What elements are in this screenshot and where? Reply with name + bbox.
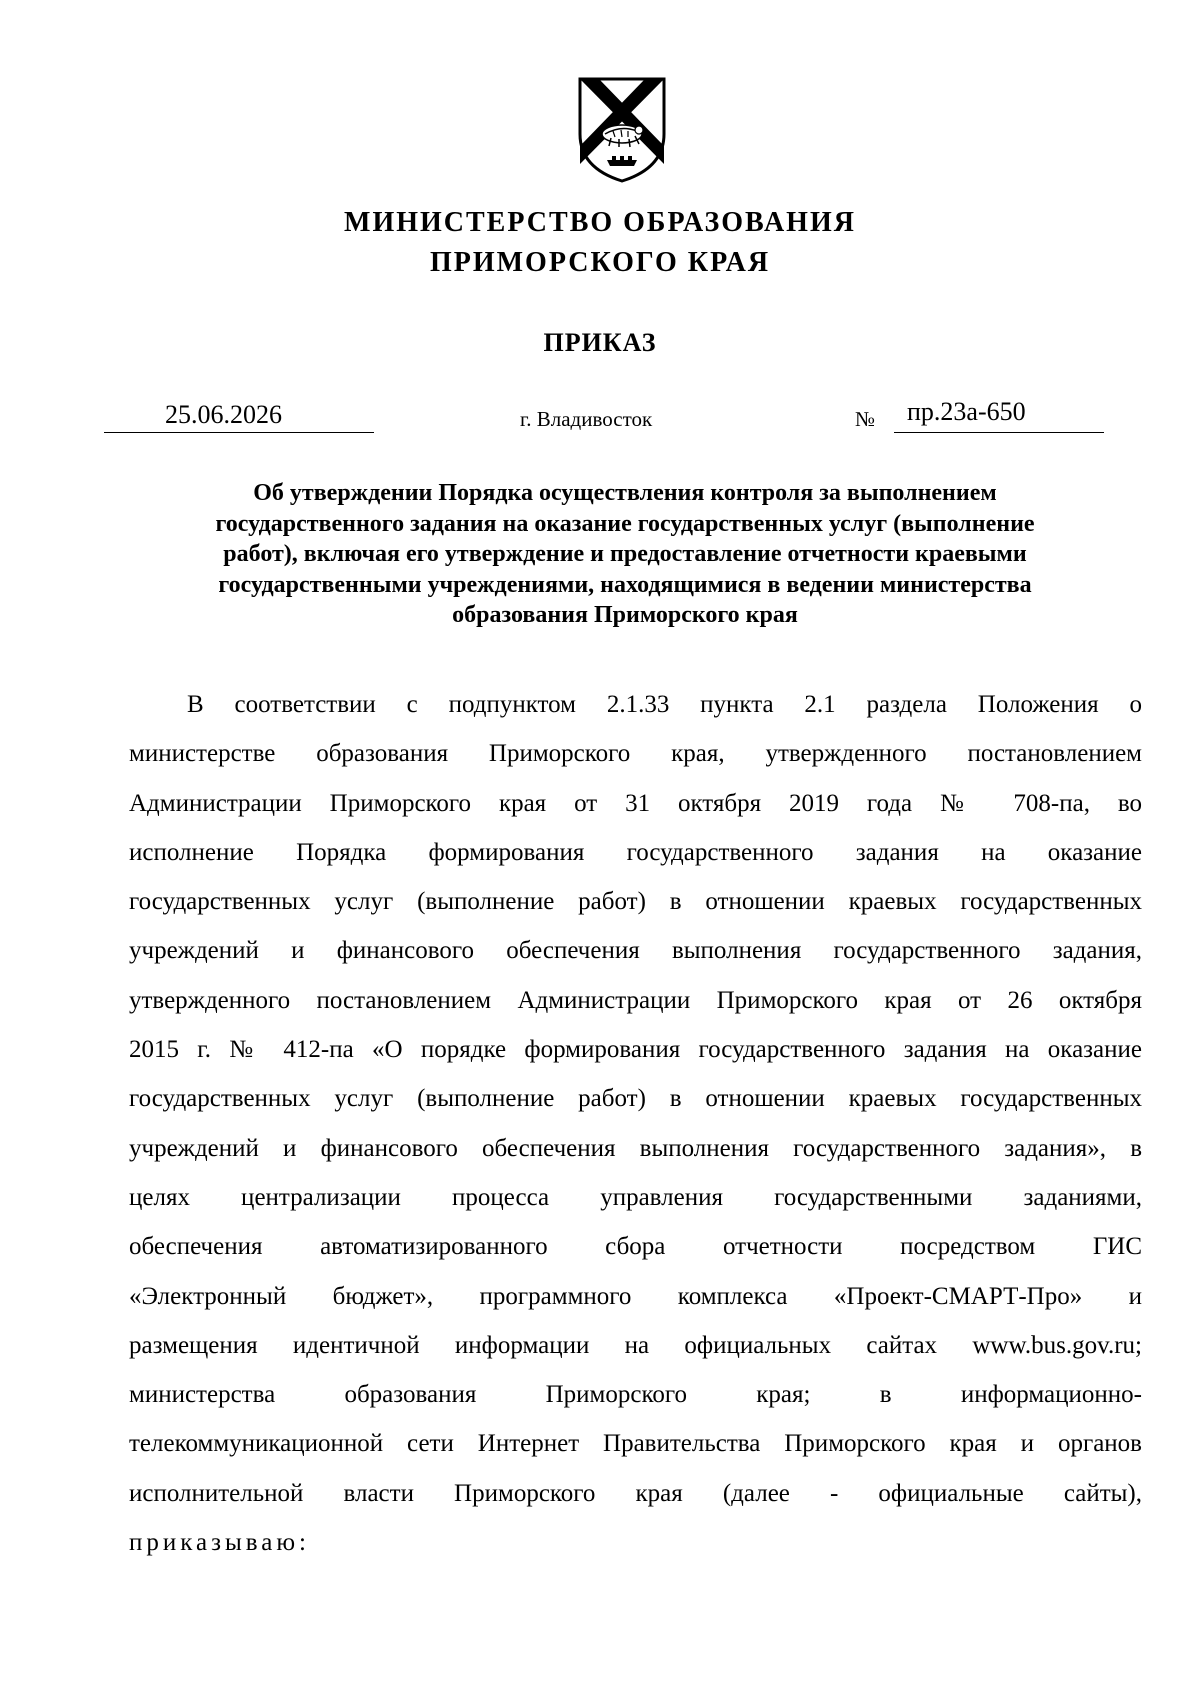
body-line: размещения идентичной информации на официальных сайтах www.bus.gov.ru; (129, 1331, 1142, 1359)
number-sign: № (855, 407, 876, 431)
body-line: учреждений и финансового обеспечения выполнения государственного задания, (129, 937, 1142, 965)
order-date: 25.06.2026 (165, 400, 282, 429)
body-line: «Электронный бюджет», программного комплекса «Проект-СМАРТ-Про» и (129, 1282, 1142, 1310)
order-body-paragraph (129, 680, 1142, 1567)
body-line: утвержденного постановлением Администрации Приморского края от 26 октября (129, 986, 1142, 1014)
date-underline (104, 432, 374, 433)
body-line: В соответствии с подпунктом 2.1.33 пункта 2.1 раздела Положения о (187, 691, 1142, 718)
body-line: 2015 г. № 412-па «О порядке формирования государственного задания на оказание (129, 1036, 1142, 1064)
body-line: исполнительной власти Приморского края (далее - официальные сайты), (129, 1479, 1142, 1507)
document-type-title: ПРИКАЗ (543, 328, 657, 357)
body-line: государственных услуг (выполнение работ) в отношении краевых государственных (129, 888, 1142, 916)
body-line: целях централизации процесса управления государственными заданиями, (129, 1183, 1142, 1211)
body-line: министерстве образования Приморского края, утвержденного постановлением (129, 740, 1142, 768)
number-underline (894, 432, 1104, 433)
body-line: учреждений и финансового обеспечения выполнения государственного задания», в (129, 1134, 1142, 1162)
subject-line: работ), включая его утверждение и предоставление отчетности краевыми (223, 541, 1027, 567)
order-subject (130, 478, 1120, 631)
ministry-name-line1: МИНИСТЕРСТВО ОБРАЗОВАНИЯ (344, 207, 856, 238)
body-line: министерства образования Приморского края; в информационно- (129, 1381, 1142, 1409)
body-line-order-word: приказываю: (129, 1529, 310, 1557)
subject-line: государственными учреждениями, находящимися в ведении министерства (218, 571, 1032, 598)
body-line: обеспечения автоматизированного сбора отчетности посредством ГИС (129, 1233, 1142, 1261)
body-line: исполнение Порядка формирования государственного задания на оказание (129, 838, 1142, 866)
subject-line: государственного задания на оказание государственных услуг (выполнение (215, 510, 1035, 537)
subject-line: Об утверждении Порядка осуществления контроля за выполнением (253, 480, 997, 506)
order-city: г. Владивосток (520, 407, 653, 431)
body-line: Администрации Приморского края от 31 октября 2019 года № 708-па, во (129, 789, 1142, 817)
coat-of-arms-icon (577, 76, 667, 184)
body-line: телекоммуникационной сети Интернет Правительства Приморского края и органов (129, 1430, 1142, 1458)
order-number: пр.23а-650 (907, 397, 1026, 426)
ministry-name-line2: ПРИМОРСКОГО КРАЯ (429, 247, 771, 278)
subject-line: образования Приморского края (452, 602, 798, 628)
body-line: государственных услуг (выполнение работ) в отношении краевых государственных (129, 1085, 1142, 1113)
